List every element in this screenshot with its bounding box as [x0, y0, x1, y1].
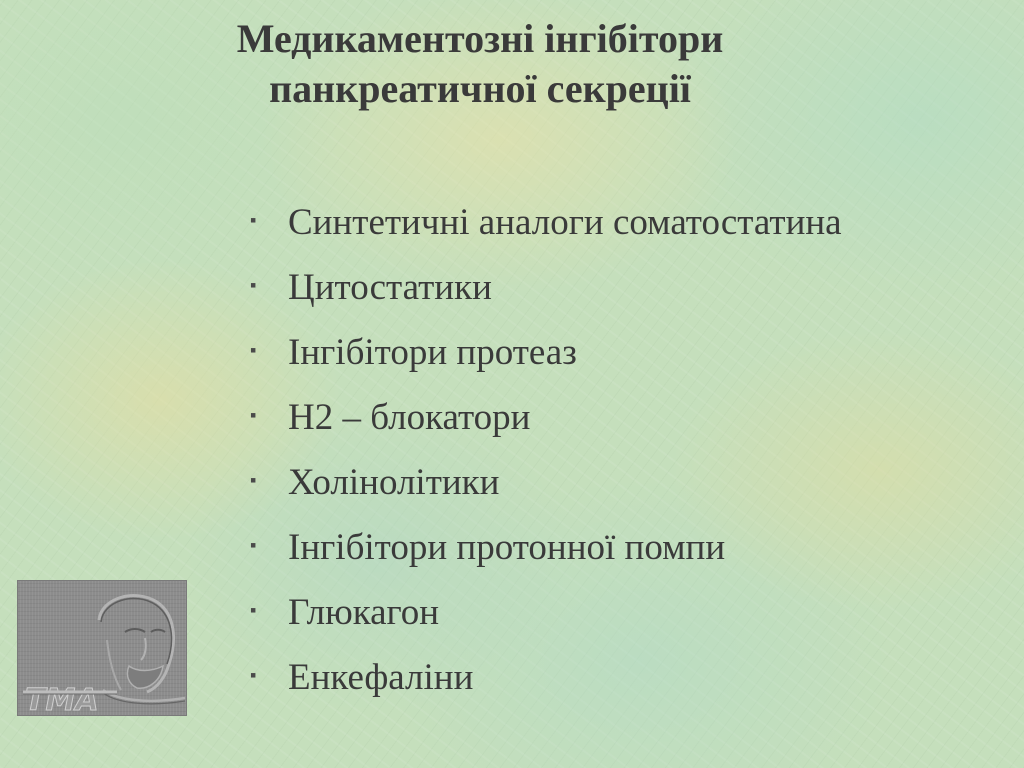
square-bullet-icon: ▪ [250, 534, 257, 555]
bullet-text: Інгібітори протеаз [288, 332, 577, 373]
square-bullet-icon: ▪ [250, 469, 257, 490]
bullet-text: Інгібітори протонної помпи [288, 527, 726, 568]
bullet-text: Глюкагон [288, 592, 440, 633]
slide-title [180, 14, 780, 114]
square-bullet-icon: ▪ [250, 404, 257, 425]
square-bullet-icon: ▪ [250, 664, 257, 685]
bullet-text: Цитостатики [288, 267, 492, 308]
slide-title-line-1: Медикаментозні інгібітори [236, 16, 724, 61]
square-bullet-icon: ▪ [250, 599, 257, 620]
bullet-text: Енкефаліни [288, 657, 474, 698]
square-bullet-icon: ▪ [250, 274, 257, 295]
slide-title-line-2: панкреатичної секреції [269, 66, 691, 111]
bullet-text: Н2 – блокатори [288, 397, 531, 438]
portrait-emblem-icon [17, 580, 187, 716]
bullet-text: Синтетичні аналоги соматостатина [288, 202, 842, 243]
square-bullet-icon: ▪ [250, 209, 257, 230]
bullet-text: Холінолітики [288, 462, 500, 503]
svg-text:ТМА: ТМА [25, 683, 99, 716]
square-bullet-icon: ▪ [250, 339, 257, 360]
